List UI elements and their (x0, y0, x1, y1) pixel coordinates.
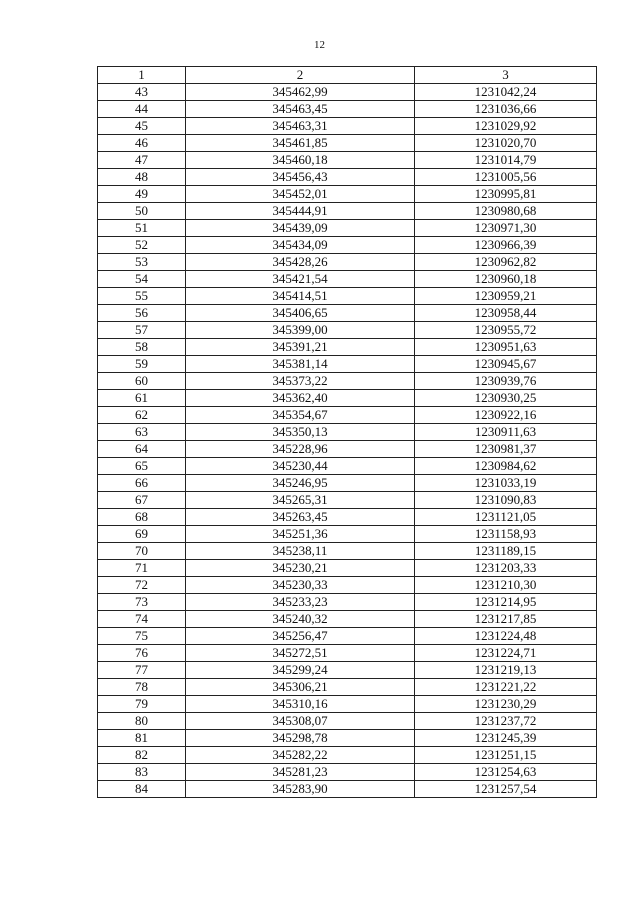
table-header-row (98, 67, 597, 84)
table-row (98, 543, 597, 560)
table-row (98, 424, 597, 441)
x-coordinate-cell: 345456,43 (186, 169, 415, 186)
x-coordinate-cell: 345461,85 (186, 135, 415, 152)
column-header-1: 1 (98, 67, 186, 84)
table-row (98, 560, 597, 577)
x-coordinate-cell: 345233,23 (186, 594, 415, 611)
y-coordinate-cell: 1230959,21 (415, 288, 597, 305)
y-coordinate-cell: 1231237,72 (415, 713, 597, 730)
point-number-cell: 72 (98, 577, 186, 594)
table-row (98, 339, 597, 356)
point-number-cell: 83 (98, 764, 186, 781)
y-coordinate-cell: 1230984,62 (415, 458, 597, 475)
x-coordinate-cell: 345306,21 (186, 679, 415, 696)
point-number-cell: 76 (98, 645, 186, 662)
point-number-cell: 82 (98, 747, 186, 764)
y-coordinate-cell: 1231036,66 (415, 101, 597, 118)
x-coordinate-cell: 345246,95 (186, 475, 415, 492)
table-row (98, 441, 597, 458)
y-coordinate-cell: 1231230,29 (415, 696, 597, 713)
table-row (98, 390, 597, 407)
point-number-cell: 62 (98, 407, 186, 424)
point-number-cell: 80 (98, 713, 186, 730)
y-coordinate-cell: 1231219,13 (415, 662, 597, 679)
table-row (98, 662, 597, 679)
point-number-cell: 57 (98, 322, 186, 339)
table-row (98, 254, 597, 271)
table-row (98, 84, 597, 101)
point-number-cell: 44 (98, 101, 186, 118)
x-coordinate-cell: 345238,11 (186, 543, 415, 560)
table-body (98, 84, 597, 798)
y-coordinate-cell: 1230945,67 (415, 356, 597, 373)
x-coordinate-cell: 345362,40 (186, 390, 415, 407)
x-coordinate-cell: 345282,22 (186, 747, 415, 764)
point-number-cell: 77 (98, 662, 186, 679)
y-coordinate-cell: 1231042,24 (415, 84, 597, 101)
table-row (98, 322, 597, 339)
point-number-cell: 71 (98, 560, 186, 577)
x-coordinate-cell: 345251,36 (186, 526, 415, 543)
y-coordinate-cell: 1230939,76 (415, 373, 597, 390)
y-coordinate-cell: 1231257,54 (415, 781, 597, 798)
table-row (98, 492, 597, 509)
y-coordinate-cell: 1230958,44 (415, 305, 597, 322)
point-number-cell: 74 (98, 611, 186, 628)
x-coordinate-cell: 345399,00 (186, 322, 415, 339)
point-number-cell: 48 (98, 169, 186, 186)
point-number-cell: 81 (98, 730, 186, 747)
y-coordinate-cell: 1231221,22 (415, 679, 597, 696)
table-row (98, 118, 597, 135)
point-number-cell: 52 (98, 237, 186, 254)
x-coordinate-cell: 345463,45 (186, 101, 415, 118)
table-row (98, 203, 597, 220)
point-number-cell: 55 (98, 288, 186, 305)
point-number-cell: 51 (98, 220, 186, 237)
y-coordinate-cell: 1231033,19 (415, 475, 597, 492)
y-coordinate-cell: 1231121,05 (415, 509, 597, 526)
table-row (98, 526, 597, 543)
table-row (98, 509, 597, 526)
x-coordinate-cell: 345299,24 (186, 662, 415, 679)
x-coordinate-cell: 345256,47 (186, 628, 415, 645)
y-coordinate-cell: 1231251,15 (415, 747, 597, 764)
y-coordinate-cell: 1231210,30 (415, 577, 597, 594)
table-row (98, 611, 597, 628)
table-row (98, 356, 597, 373)
table-row (98, 101, 597, 118)
point-number-cell: 61 (98, 390, 186, 407)
table-row (98, 628, 597, 645)
table-row (98, 730, 597, 747)
point-number-cell: 46 (98, 135, 186, 152)
point-number-cell: 56 (98, 305, 186, 322)
x-coordinate-cell: 345460,18 (186, 152, 415, 169)
x-coordinate-cell: 345421,54 (186, 271, 415, 288)
point-number-cell: 64 (98, 441, 186, 458)
point-number-cell: 63 (98, 424, 186, 441)
table-row (98, 713, 597, 730)
x-coordinate-cell: 345381,14 (186, 356, 415, 373)
y-coordinate-cell: 1231158,93 (415, 526, 597, 543)
y-coordinate-cell: 1230981,37 (415, 441, 597, 458)
y-coordinate-cell: 1231224,48 (415, 628, 597, 645)
y-coordinate-cell: 1230930,25 (415, 390, 597, 407)
table-row (98, 288, 597, 305)
x-coordinate-cell: 345373,22 (186, 373, 415, 390)
point-number-cell: 59 (98, 356, 186, 373)
y-coordinate-cell: 1231245,39 (415, 730, 597, 747)
y-coordinate-cell: 1231214,95 (415, 594, 597, 611)
table-row (98, 373, 597, 390)
y-coordinate-cell: 1231014,79 (415, 152, 597, 169)
x-coordinate-cell: 345406,65 (186, 305, 415, 322)
table-row (98, 679, 597, 696)
x-coordinate-cell: 345463,31 (186, 118, 415, 135)
x-coordinate-cell: 345240,32 (186, 611, 415, 628)
x-coordinate-cell: 345444,91 (186, 203, 415, 220)
x-coordinate-cell: 345272,51 (186, 645, 415, 662)
y-coordinate-cell: 1230971,30 (415, 220, 597, 237)
point-number-cell: 79 (98, 696, 186, 713)
point-number-cell: 43 (98, 84, 186, 101)
y-coordinate-cell: 1231217,85 (415, 611, 597, 628)
y-coordinate-cell: 1231090,83 (415, 492, 597, 509)
table-row (98, 577, 597, 594)
table-row (98, 271, 597, 288)
point-number-cell: 53 (98, 254, 186, 271)
x-coordinate-cell: 345439,09 (186, 220, 415, 237)
x-coordinate-cell: 345298,78 (186, 730, 415, 747)
x-coordinate-cell: 345310,16 (186, 696, 415, 713)
x-coordinate-cell: 345354,67 (186, 407, 415, 424)
point-number-cell: 84 (98, 781, 186, 798)
x-coordinate-cell: 345350,13 (186, 424, 415, 441)
y-coordinate-cell: 1230966,39 (415, 237, 597, 254)
x-coordinate-cell: 345452,01 (186, 186, 415, 203)
point-number-cell: 50 (98, 203, 186, 220)
point-number-cell: 67 (98, 492, 186, 509)
point-number-cell: 45 (98, 118, 186, 135)
y-coordinate-cell: 1231189,15 (415, 543, 597, 560)
y-coordinate-cell: 1231203,33 (415, 560, 597, 577)
x-coordinate-cell: 345263,45 (186, 509, 415, 526)
point-number-cell: 60 (98, 373, 186, 390)
point-number-cell: 49 (98, 186, 186, 203)
table-row (98, 645, 597, 662)
table-row (98, 169, 597, 186)
point-number-cell: 65 (98, 458, 186, 475)
y-coordinate-cell: 1230955,72 (415, 322, 597, 339)
x-coordinate-cell: 345228,96 (186, 441, 415, 458)
x-coordinate-cell: 345462,99 (186, 84, 415, 101)
point-number-cell: 75 (98, 628, 186, 645)
x-coordinate-cell: 345391,21 (186, 339, 415, 356)
column-header-2: 2 (186, 67, 415, 84)
point-number-cell: 54 (98, 271, 186, 288)
y-coordinate-cell: 1230911,63 (415, 424, 597, 441)
point-number-cell: 47 (98, 152, 186, 169)
coordinates-table (97, 66, 597, 798)
x-coordinate-cell: 345230,33 (186, 577, 415, 594)
point-number-cell: 66 (98, 475, 186, 492)
point-number-cell: 69 (98, 526, 186, 543)
table-row (98, 305, 597, 322)
table-row (98, 237, 597, 254)
x-coordinate-cell: 345308,07 (186, 713, 415, 730)
y-coordinate-cell: 1231254,63 (415, 764, 597, 781)
table-row (98, 458, 597, 475)
y-coordinate-cell: 1230995,81 (415, 186, 597, 203)
page-number: 12 (314, 39, 325, 51)
y-coordinate-cell: 1231029,92 (415, 118, 597, 135)
x-coordinate-cell: 345428,26 (186, 254, 415, 271)
x-coordinate-cell: 345283,90 (186, 781, 415, 798)
x-coordinate-cell: 345414,51 (186, 288, 415, 305)
y-coordinate-cell: 1230962,82 (415, 254, 597, 271)
point-number-cell: 70 (98, 543, 186, 560)
x-coordinate-cell: 345434,09 (186, 237, 415, 254)
point-number-cell: 68 (98, 509, 186, 526)
table-row (98, 781, 597, 798)
table-row (98, 475, 597, 492)
table-row (98, 135, 597, 152)
table-row (98, 747, 597, 764)
y-coordinate-cell: 1231020,70 (415, 135, 597, 152)
table-row (98, 764, 597, 781)
x-coordinate-cell: 345230,21 (186, 560, 415, 577)
point-number-cell: 78 (98, 679, 186, 696)
column-header-3: 3 (415, 67, 597, 84)
table-row (98, 407, 597, 424)
y-coordinate-cell: 1230960,18 (415, 271, 597, 288)
x-coordinate-cell: 345281,23 (186, 764, 415, 781)
table-row (98, 594, 597, 611)
x-coordinate-cell: 345265,31 (186, 492, 415, 509)
point-number-cell: 58 (98, 339, 186, 356)
table-row (98, 152, 597, 169)
y-coordinate-cell: 1231005,56 (415, 169, 597, 186)
point-number-cell: 73 (98, 594, 186, 611)
table-row (98, 696, 597, 713)
table-row (98, 186, 597, 203)
table-row (98, 220, 597, 237)
y-coordinate-cell: 1231224,71 (415, 645, 597, 662)
y-coordinate-cell: 1230951,63 (415, 339, 597, 356)
x-coordinate-cell: 345230,44 (186, 458, 415, 475)
y-coordinate-cell: 1230922,16 (415, 407, 597, 424)
y-coordinate-cell: 1230980,68 (415, 203, 597, 220)
